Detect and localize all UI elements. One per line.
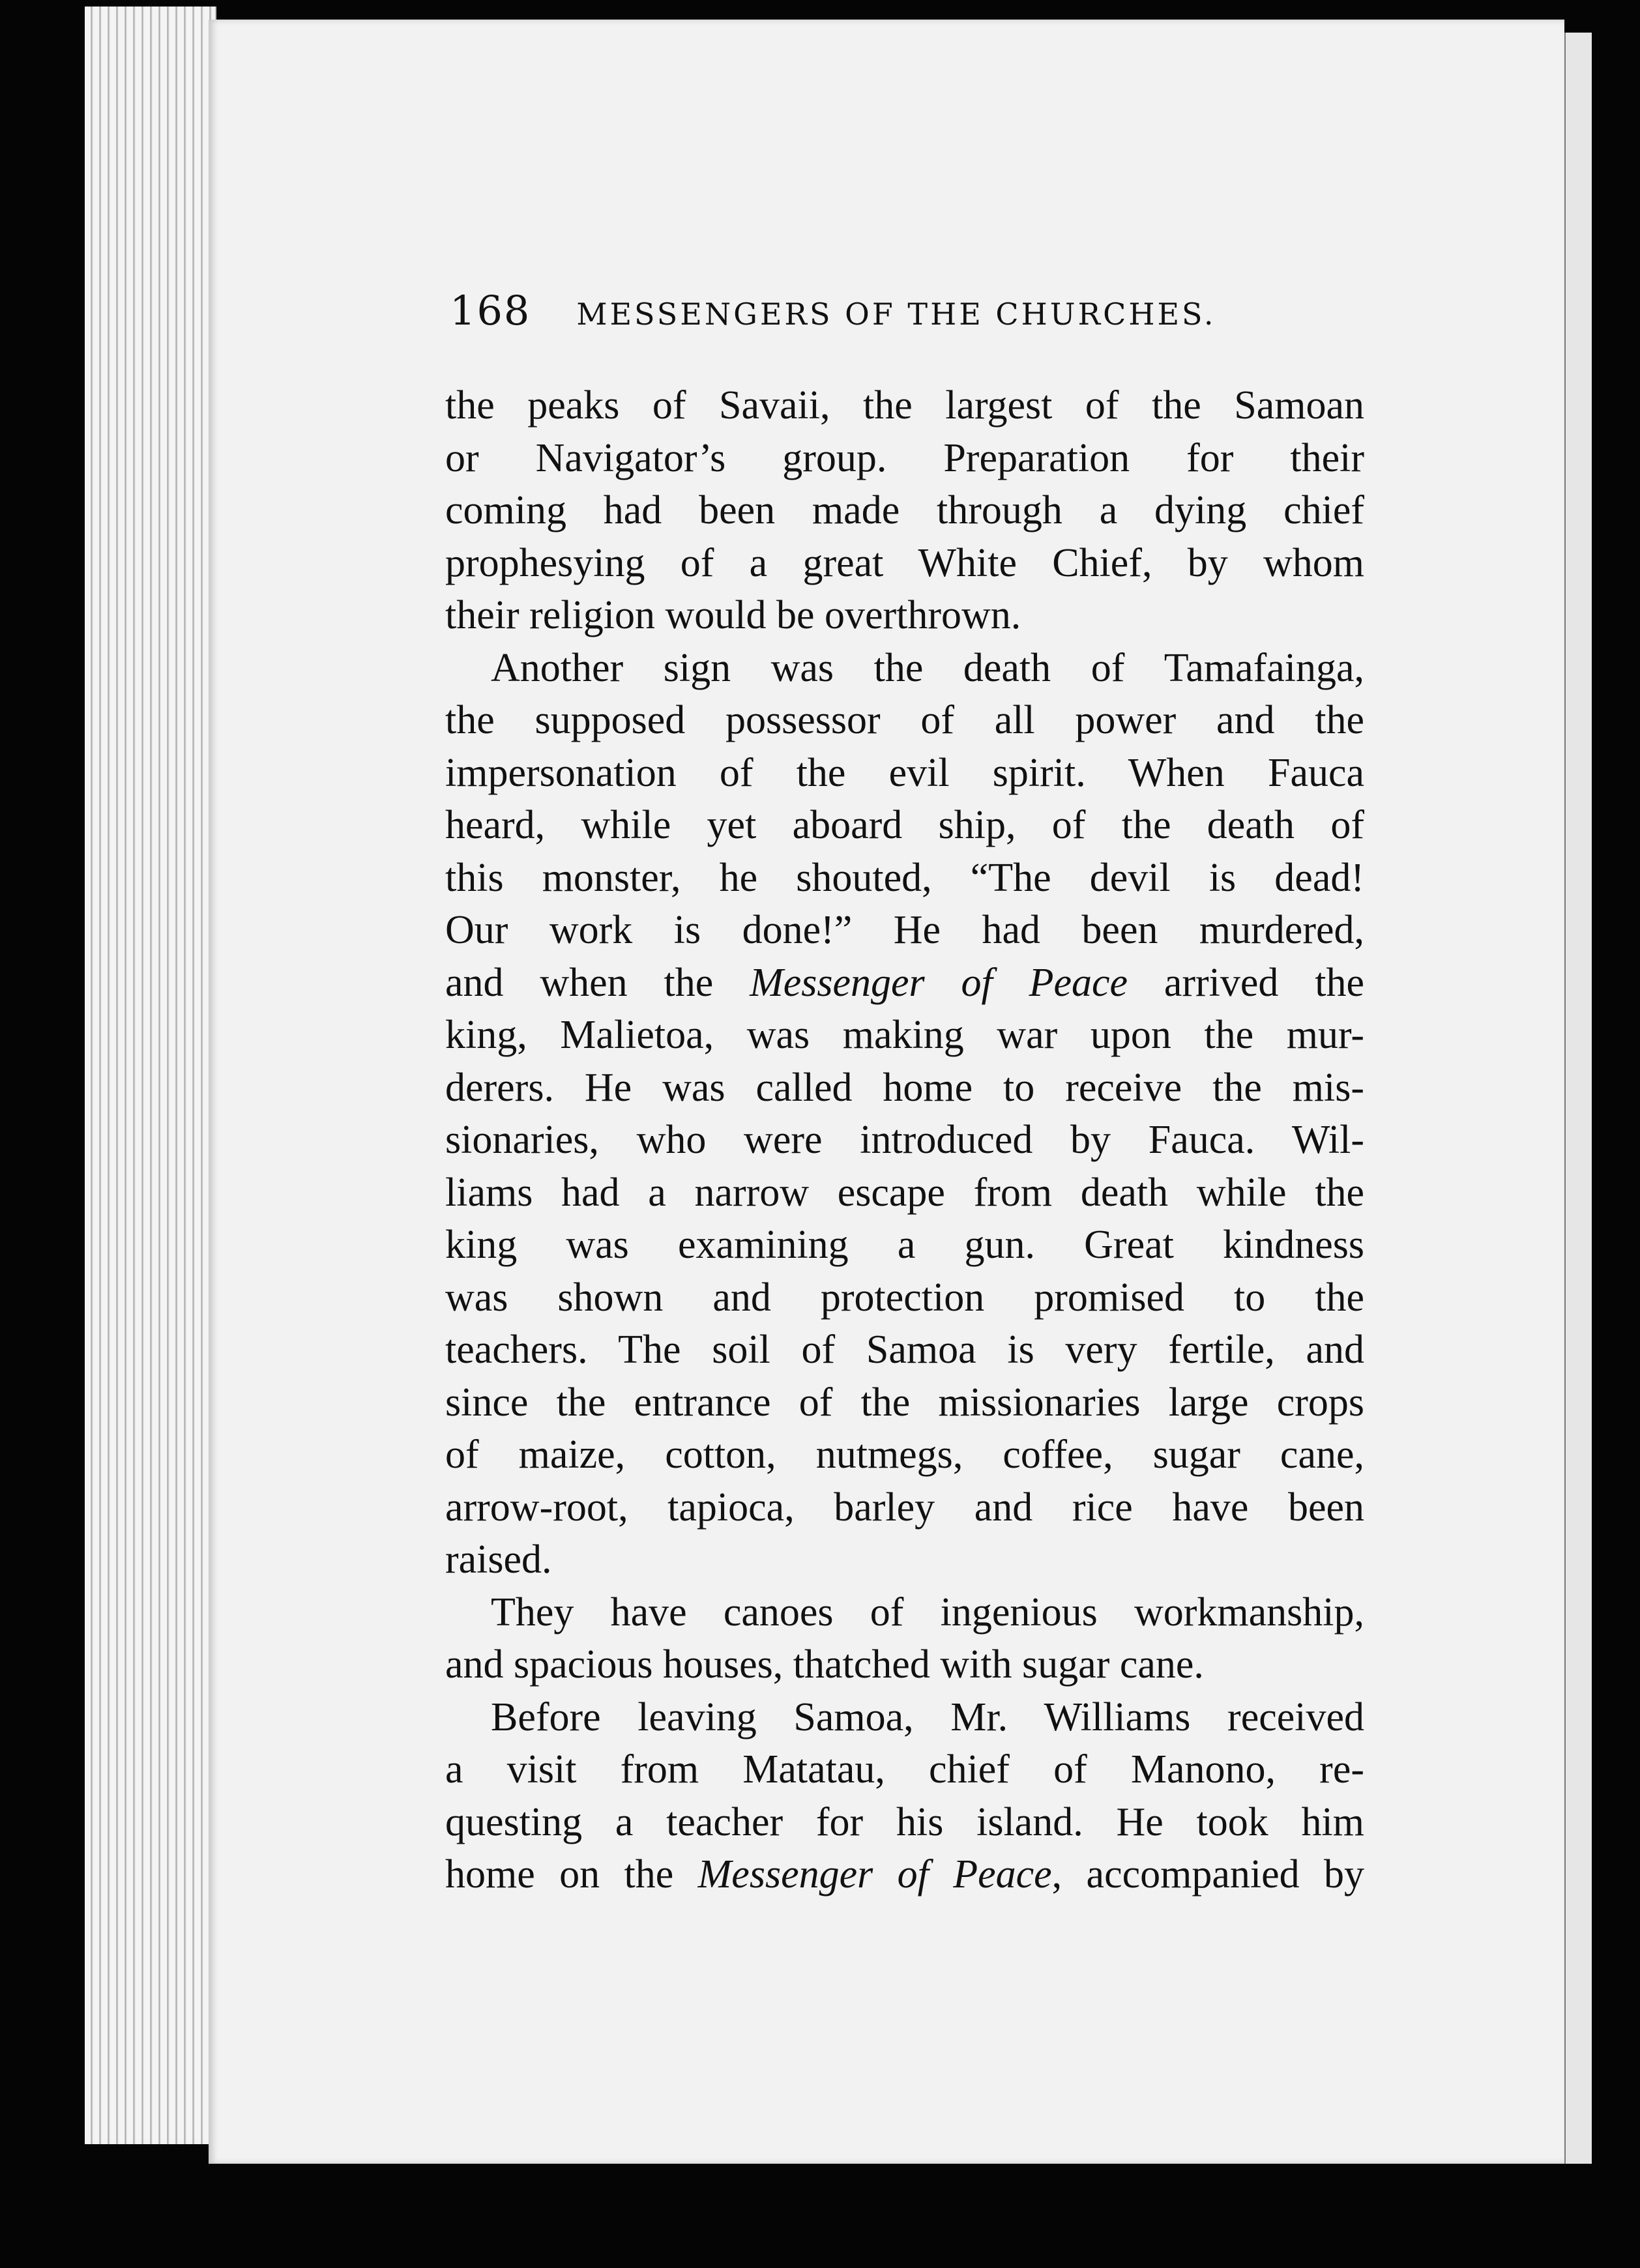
body-text: [445, 379, 1364, 1901]
text-line: questing a teacher for his island. He took him: [445, 1799, 1364, 1844]
text-line: arrow-root, tapioca, barley and rice have been: [445, 1485, 1364, 1530]
text-line: of maize, cotton, nutmegs, coffee, sugar cane,: [445, 1432, 1364, 1477]
text-line: since the entrance of the missionaries large crops: [445, 1380, 1364, 1425]
text-line: king, Malietoa, was making war upon the mur-: [445, 1013, 1364, 1057]
text-line: king was examining a gun. Great kindness: [445, 1223, 1364, 1267]
text-line: the peaks of Savaii, the largest of the Samoan: [445, 383, 1364, 428]
text-line: prophesying of a great White Chief, by whom: [445, 540, 1364, 585]
text-line: They have canoes of ingenious workmanship,: [491, 1590, 1364, 1635]
page-number: 168: [450, 287, 531, 334]
text-line: their religion would be overthrown.: [445, 593, 1021, 637]
text-line: coming had been made through a dying chief: [445, 488, 1364, 532]
text-line: Another sign was the death of Tamafainga,: [491, 645, 1364, 690]
text-line: or Navigator’s group. Preparation for their: [445, 435, 1364, 480]
text-line: was shown and protection promised to the: [445, 1275, 1364, 1320]
text-line: teachers. The soil of Samoa is very fertile, and: [445, 1328, 1364, 1372]
text-line: this monster, he shouted, “The devil is dead!: [445, 855, 1364, 900]
text-line: a visit from Matatau, chief of Manono, re-: [445, 1747, 1364, 1792]
text-line: Before leaving Samoa, Mr. Williams received: [491, 1694, 1364, 1739]
page-edges: [85, 7, 216, 2144]
text-line: home on the Messenger of Peace, accompanied by: [445, 1852, 1364, 1897]
text-line: impersonation of the evil spirit. When Fauca: [445, 750, 1364, 795]
text-line: derers. He was called home to receive the mis-: [445, 1065, 1364, 1110]
text-line: raised.: [445, 1537, 552, 1582]
running-head-title: MESSENGERS OF THE CHURCHES.: [576, 297, 1216, 332]
text-line: Our work is done!” He had been murdered,: [445, 908, 1364, 952]
text-line: and spacious houses, thatched with sugar cane.: [445, 1642, 1204, 1687]
text-line: and when the Messenger of Peace arrived the: [445, 960, 1364, 1005]
text-line: liams had a narrow escape from death while the: [445, 1170, 1364, 1215]
text-line: heard, while yet aboard ship, of the death of: [445, 803, 1364, 847]
text-line: the supposed possessor of all power and the: [445, 698, 1364, 742]
next-page-edge: [1564, 33, 1592, 2164]
text-line: sionaries, who were introduced by Fauca. Wil-: [445, 1118, 1364, 1162]
running-head: [450, 287, 1369, 334]
